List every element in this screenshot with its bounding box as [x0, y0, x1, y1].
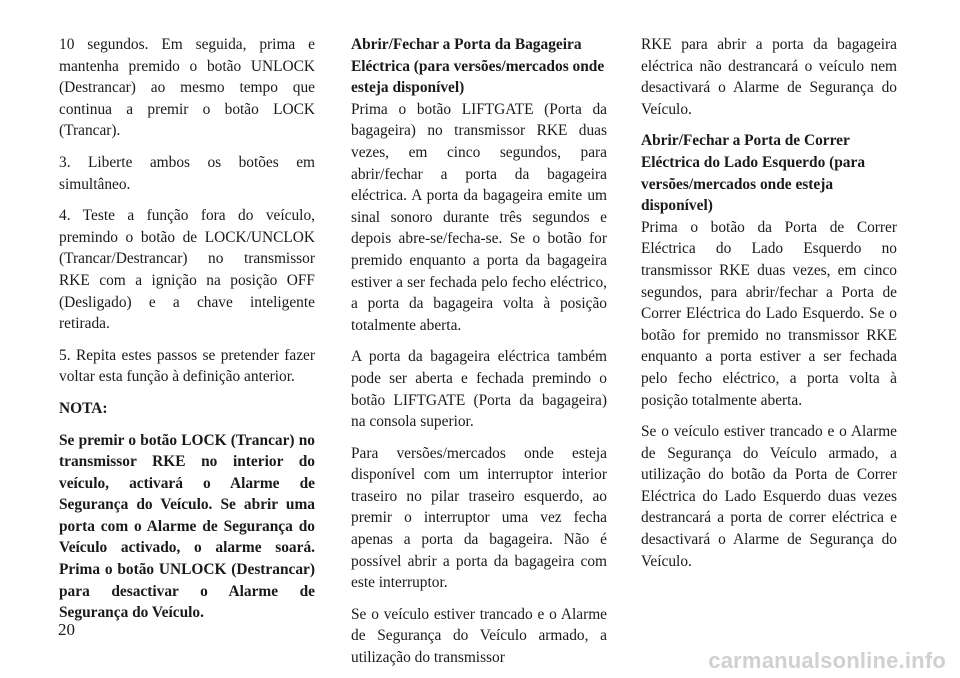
section-heading-liftgate: Abrir/Fechar a Porta da Bagageira Eléctrica (para versões/mercados onde esteja disponível): [351, 36, 605, 97]
paragraph-liftgate-2: A porta da bagageira eléctrica também pode ser aberta e fechada premindo o botão LIFTGATE (Porta da bagageira) na consola superior.: [351, 348, 607, 431]
page-number: 20: [58, 620, 75, 639]
text-column-middle: [351, 34, 607, 669]
text-column-right: [641, 34, 897, 582]
paragraph-sliding-door-2: Se o veículo estiver trancado e o Alarme de Segurança do Veículo armado, a utilização do botão da Porta de Correr Eléctrica do Lado Esquerdo duas vezes destrancará a porta de correr eléctrica e desactivará o Alarme de Segurança do Veículo.: [641, 423, 897, 570]
paragraph-liftgate-4: Se o veículo estiver trancado e o Alarme de Segurança do Veículo armado, a utilização do transmissor: [351, 605, 607, 667]
paragraph-step-3: 3. Liberte ambos os botões em simultâneo.: [59, 153, 315, 193]
note-text: Se premir o botão LOCK (Trancar) no transmissor RKE no interior do veículo, activará o Alarme de Segurança do Veículo. Se abrir uma porta com o Alarme de Segurança do Veículo activado, o alarme soará. Prima o botão UNLOCK (Destrancar) para desactivar o Alarme de Segurança do Veículo.: [59, 431, 315, 622]
paragraph-liftgate-continuation: RKE para abrir a porta da bagageira eléctrica não destrancará o veículo nem desactivará o Alarme de Segurança do Veículo.: [641, 36, 897, 118]
watermark: carmanualsonline.info: [708, 648, 946, 673]
paragraph-step-4: 4. Teste a função fora do veículo, premindo o botão de LOCK/UNCLOK (Trancar/Destrancar) no transmissor RKE com a ignição na posição OFF (Desligado) e a chave inteligente retirada.: [59, 207, 315, 333]
note-label: NOTA:: [59, 399, 108, 417]
paragraph-continuation: 10 segundos. Em seguida, prima e mantenha premido o botão UNLOCK (Destrancar) ao mesmo tempo que continua a premir o botão LOCK (Trancar).: [59, 36, 315, 140]
paragraph-liftgate-3: Para versões/mercados onde esteja disponível com um interruptor interior traseiro no pilar traseiro esquerdo, ao premir o interruptor uma vez fecha apenas a porta da bagageira. Não é possível abrir a porta da bagageira com este interruptor.: [351, 444, 607, 592]
paragraph-sliding-door-1: Prima o botão da Porta de Correr Eléctrica do Lado Esquerdo no transmissor RKE duas vezes, em cinco segundos, para abrir/fechar a Porta de Correr Eléctrica do Lado Esquerdo. Se o botão for premido no transmissor RKE enquanto a porta estiver a ser fechada pelo fecho eléctrico, a porta volta à posição totalmente aberta.: [641, 218, 897, 409]
section-heading-sliding-door: Abrir/Fechar a Porta de Correr Eléctrica do Lado Esquerdo (para versões/mercados onde esteja disponível): [641, 132, 866, 215]
text-column-left: [59, 34, 315, 634]
paragraph-liftgate-1: Prima o botão LIFTGATE (Porta da bagageira) no transmissor RKE duas vezes, em cinco segundos, para abrir/fechar a porta da bagageira eléctrica. A porta da bagageira emite um sinal sonoro durante três segundos e depois abre-se/fecha-se. Se o botão for premido enquanto a porta da bagageira estiver a ser fechada pelo fecho eléctrico, a porta da bagageira volta à posição totalmente aberta.: [351, 100, 607, 334]
paragraph-step-5: 5. Repita estes passos se pretender fazer voltar esta função à definição anterior.: [59, 346, 315, 386]
